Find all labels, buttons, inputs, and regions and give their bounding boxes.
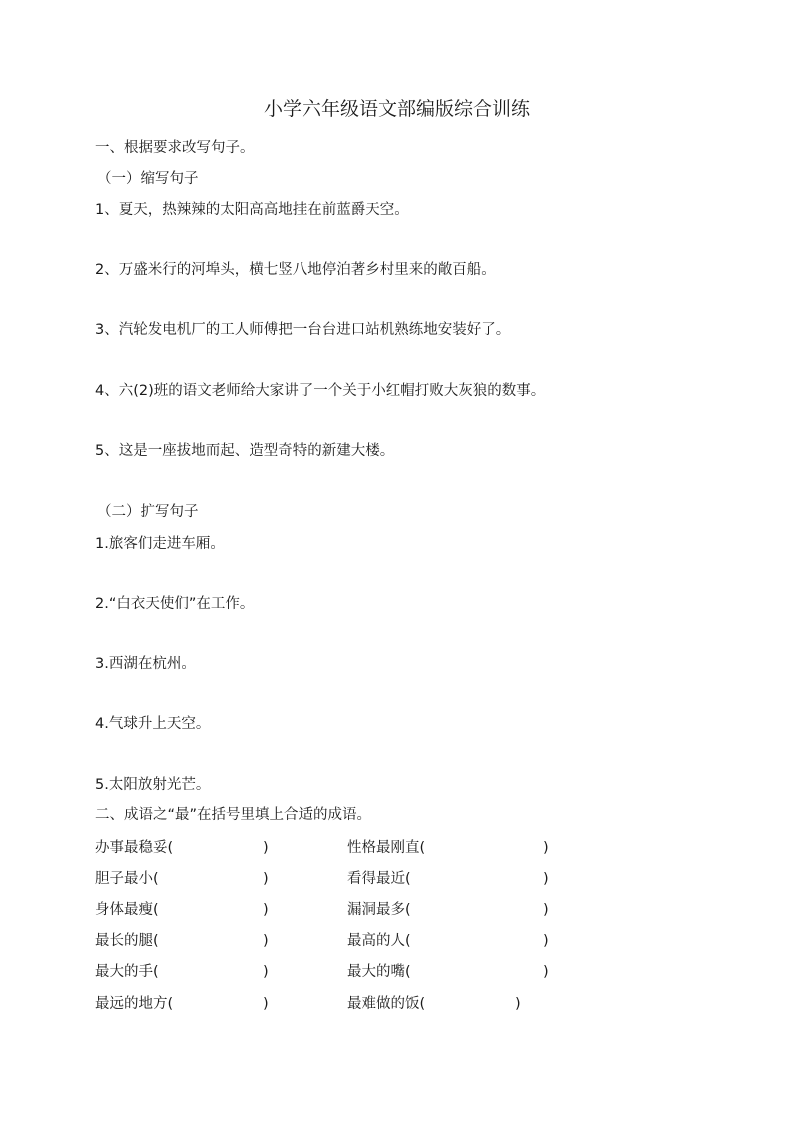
condense-item-4: 4、六(2)班的语文老师给大家讲了一个关于小红帽打败大灰狼的数事。: [95, 383, 546, 399]
idiom-paren-close: ): [263, 964, 269, 980]
idiom-paren-close: ): [543, 964, 549, 980]
idiom-paren-close: ): [543, 871, 549, 887]
idiom-prompt: 性格最刚直(: [347, 840, 426, 856]
condense-item-3: 3、汽轮发电机厂的工人师傅把一台台进口站机熟练地安装好了。: [95, 322, 511, 338]
condense-item-1: 1、夏天，热辣辣的太阳高高地挂在前蓝爵天空。: [95, 202, 409, 218]
idiom-paren-close: ): [543, 840, 549, 856]
section2-heading: 二、成语之“最”在括号里填上合适的成语。: [95, 807, 372, 823]
page-title: 小学六年级语文部编版综合训练: [263, 98, 530, 120]
expand-item-1: 1.旅客们走进车厢。: [95, 536, 225, 552]
idiom-prompt: 最高的人(: [347, 933, 411, 949]
idiom-paren-close: ): [515, 996, 521, 1012]
idiom-prompt: 漏洞最多(: [347, 902, 411, 918]
expand-item-2: 2.“白衣天使们”在工作。: [95, 596, 255, 612]
idiom-paren-close: ): [263, 933, 269, 949]
idiom-prompt: 胆子最小(: [95, 871, 159, 887]
idiom-prompt: 最长的腿(: [95, 933, 159, 949]
idiom-prompt: 最大的嘴(: [347, 964, 411, 980]
idiom-paren-close: ): [543, 902, 549, 918]
idiom-paren-close: ): [263, 902, 269, 918]
idiom-paren-close: ): [543, 933, 549, 949]
idiom-prompt: 身体最瘦(: [95, 902, 159, 918]
idiom-prompt: 办事最稳妥(: [95, 840, 174, 856]
idiom-prompt: 最难做的饭(: [347, 996, 426, 1012]
idiom-paren-close: ): [263, 871, 269, 887]
expand-item-3: 3.西湖在杭州。: [95, 656, 196, 672]
idiom-paren-close: ): [263, 996, 269, 1012]
condense-item-5: 5、这是一座拔地而起、造型奇特的新建大楼。: [95, 443, 395, 459]
expand-item-5: 5.太阳放射光芒。: [95, 777, 211, 793]
expand-item-4: 4.气球升上天空。: [95, 716, 211, 732]
idiom-paren-close: ): [263, 840, 269, 856]
condense-item-2: 2、万盛米行的河埠头，横七竖八地停泊著乡村里来的敞百船。: [95, 262, 496, 278]
idiom-prompt: 最远的地方(: [95, 996, 174, 1012]
part2-heading: （二）扩写句子: [97, 504, 199, 520]
idiom-prompt: 看得最近(: [347, 871, 411, 887]
section1-heading: 一、根据要求改写句子。: [95, 140, 255, 156]
part1-heading: （一）缩写句子: [97, 171, 199, 187]
idiom-prompt: 最大的手(: [95, 964, 159, 980]
